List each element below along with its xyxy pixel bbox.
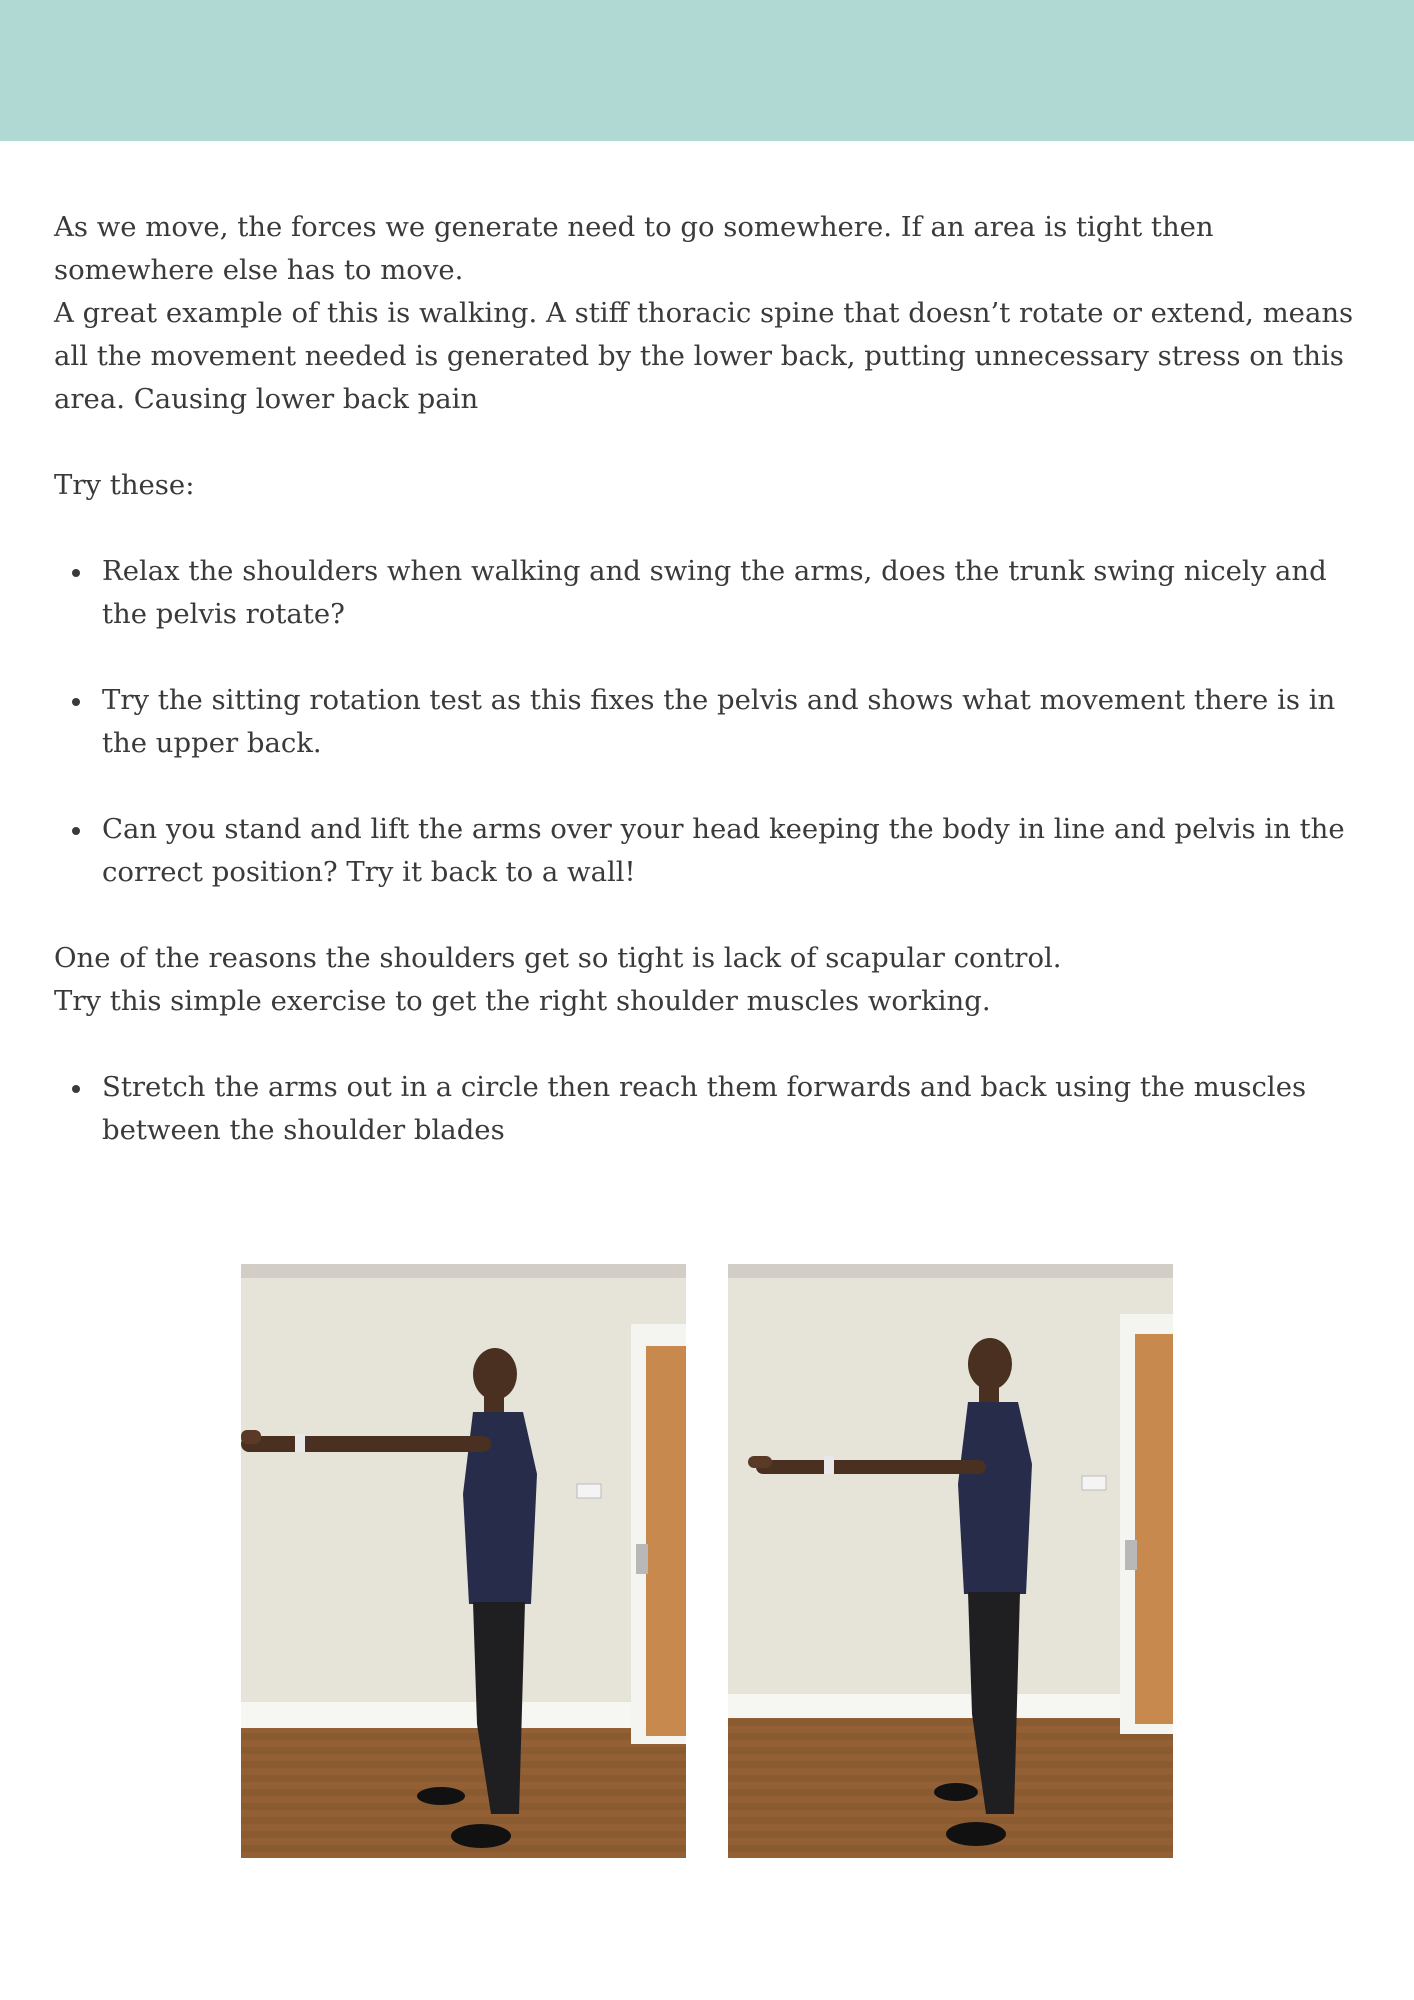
list-item: Relax the shoulders when walking and swing the arms, does the trunk swing nicely and the pelvis rotate?	[54, 550, 1354, 636]
man-reaching-forward-image	[241, 1264, 686, 1858]
exercise-photo-1	[241, 1264, 686, 1858]
tips-list	[54, 808, 1354, 894]
tips-list	[54, 550, 1354, 636]
try-these-heading: Try these:	[54, 469, 195, 501]
exercise-list	[54, 1066, 1354, 1152]
scapular-paragraph-1: One of the reasons the shoulders get so tight is lack of scapular control.	[54, 942, 1062, 974]
scapular-paragraph-2: Try this simple exercise to get the right shoulder muscles working.	[54, 985, 991, 1017]
list-item: Stretch the arms out in a circle then reach them forwards and back using the muscles between the shoulder blades	[54, 1066, 1354, 1152]
tips-list	[54, 679, 1354, 765]
man-arms-extended-image	[728, 1264, 1173, 1858]
list-item: Can you stand and lift the arms over your head keeping the body in line and pelvis in the correct position? Try it back to a wall!	[54, 808, 1354, 894]
intro-paragraph-1: As we move, the forces we generate need to go somewhere. If an area is tight then somewhere else has to move.	[54, 211, 1214, 286]
intro-paragraph-2: A great example of this is walking. A stiff thoracic spine that doesn’t rotate or extend, means all the movement needed is generated by the lower back, putting unnecessary stress on this area. Causing lower back pain	[54, 297, 1354, 415]
list-item: Try the sitting rotation test as this fixes the pelvis and shows what movement there is in the upper back.	[54, 679, 1354, 765]
header-band	[0, 0, 1414, 141]
exercise-photo-2	[728, 1264, 1173, 1858]
article-body	[54, 206, 1354, 1152]
